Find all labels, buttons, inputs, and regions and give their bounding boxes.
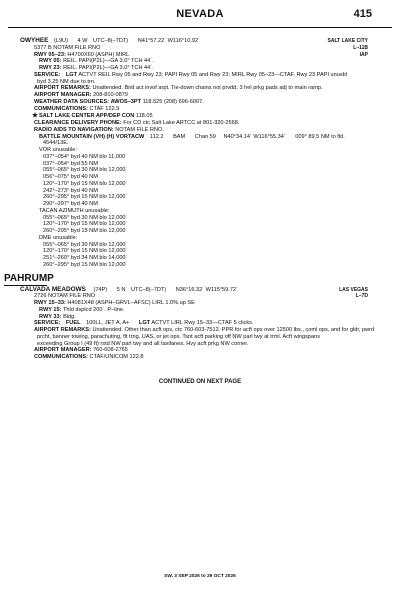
weather-system: AWOS–3PT	[110, 98, 142, 105]
approach-line	[0, 112, 400, 120]
restriction-item: 037°–054° byd 55 NM	[43, 160, 98, 167]
airport-distance: 4 W	[77, 38, 88, 44]
service-detail: ACTVT REIL Rwy 05 and Rwy 23; PAPI Rwy 05 and Rwy 23; MIRL Rwy 05–23—CTAF. Rwy 23 PAPI unusbl	[78, 71, 348, 78]
restriction-item: 055°–065° byd 30 NM blo 12,000´	[43, 241, 128, 248]
vortac-id: BAM	[173, 133, 186, 140]
remarks-line	[0, 327, 400, 334]
runway-33-detail: Bldg.	[63, 313, 76, 320]
restriction-item: 120°–170° byd 15 NM blo 12,000´	[43, 221, 128, 228]
restriction-item: 120°–170° byd 15 NM blo 12,000´	[43, 180, 128, 187]
clearance-label: CLEARANCE DELIVERY PHONE:	[34, 120, 122, 126]
runway-main-line	[0, 300, 400, 307]
lighting-detail: ACTVT LIRL Rwy 15–33—CTAF 5 clicks.	[151, 320, 254, 327]
vortac-channel: Chan 59	[194, 133, 216, 140]
elevation-notam-line	[0, 293, 400, 300]
airport-name: OWYHEE	[20, 37, 49, 44]
airport-name: CALVADA MEADOWS	[20, 285, 86, 293]
service-line	[0, 72, 400, 79]
airport-utc: UTC–8(–7DT)	[93, 38, 129, 44]
weather-line	[0, 99, 400, 106]
restriction-item: 037°–054° byd 40 NM blo 11,000´	[43, 153, 127, 160]
restriction-item: 242°–273° byd 40 NM	[43, 187, 98, 194]
clearance-line	[0, 120, 400, 127]
airport-coords: N41°57.22´ W116°10.92´	[137, 38, 200, 44]
radio-aids-line	[0, 127, 400, 134]
radio-aids-label: RADIO AIDS TO NAVIGATION:	[34, 126, 114, 133]
sectional-chart: LAS VEGAS	[339, 286, 368, 293]
approach-frequency: 118.05	[135, 113, 153, 120]
restriction-item: 260°–295° byd 15 NM blo 12,000´	[43, 261, 128, 268]
airport-distance: 5 N	[116, 286, 126, 293]
clearance-detail: For CD ctc Salt Lake ARTCC at 801-320-2568.	[123, 120, 240, 126]
remarks-label: AIRPORT REMARKS:	[34, 85, 91, 92]
elevation-notam-line	[0, 45, 400, 52]
airport-id: (74P)	[93, 286, 108, 293]
runway-23-line	[0, 65, 400, 72]
tacan-unusable-list	[0, 215, 400, 235]
remarks-line	[0, 85, 400, 92]
vortac-line	[0, 134, 400, 141]
runway-15-line	[0, 307, 400, 314]
runway-15-label: RWY 15:	[39, 306, 62, 313]
airport-entries	[0, 38, 400, 386]
runway-15-detail: Thld dsplcd 200´. P–line.	[62, 306, 125, 313]
tacan-unusable-label: TACAN AZIMUTH unusable:	[39, 207, 110, 214]
vor-unusable-list	[0, 154, 400, 208]
chart-code: L–11B	[353, 44, 368, 51]
manager-phone: 760-608-2765	[93, 347, 128, 354]
vortac-name: BATTLE MOUNTAIN (VH) (H) VORTACW	[39, 133, 145, 140]
radio-aids-detail: NOTAM FILE RNO.	[115, 126, 164, 133]
runway-33-label: RWY 33:	[39, 313, 62, 320]
vortac-bearing: 009° 89.5 NM to fld.	[295, 133, 345, 140]
iap-label: IAP	[359, 51, 368, 58]
communications-line	[0, 354, 400, 361]
runway-23-detail: REIL. PAPI(P2L)—GA 3.0° TCH 44´.	[63, 65, 154, 71]
runway-detail: H4700X60 (ASPH) MIRL	[67, 51, 130, 58]
page-number: 415	[353, 8, 372, 20]
vortac-elevation: 4544/13E.	[43, 140, 69, 147]
manager-label: AIRPORT MANAGER:	[34, 92, 92, 98]
restriction-item: 260°–295° byd 15 NM blo 12,000´	[43, 228, 128, 234]
runway-label: RWY 15–33:	[34, 300, 66, 306]
runway-detail: H4081X48 (ASPH–GRVL–AFSC) LIRL 1.0% up SE	[67, 300, 195, 306]
restriction-item: 056°–075° byd 40 NM	[43, 174, 98, 180]
approach-label: SALT LAKE CENTER APP/DEP CON	[39, 113, 135, 120]
remarks-detail: Unattended. Other than acft ops, ctc 760-603-7512. PPR for acft ops over 12500 lbs., coml ops, and for gldr, pwrd	[92, 327, 375, 333]
airport-id: (L9U)	[53, 38, 68, 44]
city-heading: PAHRUMP	[4, 272, 54, 284]
continued-notice: CONTINUED ON NEXT PAGE	[158, 378, 242, 385]
remarks-continued: prcht, banner towing, parachuting, flt trng, UAS, or jet ops. Tsnt acft parking off NW parl twy at trml. Acft wingspans	[37, 333, 321, 340]
vor-unusable-label: VOR unusable:	[39, 147, 77, 153]
airport-utc: UTC–8(–7DT)	[131, 286, 167, 293]
manager-line	[0, 92, 400, 99]
communications-label: COMMUNICATIONS:	[34, 354, 88, 360]
service-line	[0, 320, 400, 327]
lighting-label: LGT	[65, 71, 78, 78]
fuel-detail: 100LL, JET A, A+	[86, 320, 130, 327]
service-label: SERVICE:	[34, 320, 61, 327]
runway-23-label: RWY 23:	[39, 65, 62, 71]
service-line-continued: byd 3.25 NM due to trn.	[37, 78, 96, 85]
manager-line	[0, 347, 400, 354]
service-label: SERVICE:	[34, 71, 61, 78]
elevation-notam-text: 2726 NOTAM FILE RNO	[34, 293, 96, 300]
dme-unusable-label: DME unusable:	[39, 234, 78, 241]
chart-code: L–7D	[355, 293, 368, 300]
restriction-item: 055°–065° byd 30 NM blo 12,000´	[43, 167, 128, 174]
runway-label: RWY 05–23:	[34, 51, 66, 58]
communications-detail: CTAF 122.9	[89, 105, 120, 112]
dme-unusable-list	[0, 242, 400, 269]
remarks-label: AIRPORT REMARKS:	[34, 327, 91, 333]
elevation-notam-text: 5377 B NOTAM FILE RNO	[34, 44, 101, 51]
manager-phone: 208-810-0879	[93, 92, 128, 98]
remarks-detail: Unattended. Bird act invof arpt. Tie-down chains not prvdd. 3 hel prkg pads adj to main ramp.	[92, 85, 323, 92]
sectional-chart: SALT LAKE CITY	[327, 38, 368, 44]
communications-detail: CTAF/UNICOM 122.8	[89, 354, 144, 360]
airport-title-line	[0, 287, 400, 294]
restriction-item: 290°–297° byd 40 NM	[43, 201, 98, 207]
restriction-item: 120°–170° byd 15 NM blo 12,000´	[43, 248, 128, 255]
header-divider	[8, 27, 392, 28]
city-section-pahrump	[0, 273, 400, 361]
effective-dates-footer: SW, 3 SEP 2026 to 29 OCT 2026	[164, 574, 236, 579]
vortac-coords: N40°34.14´ W116°55.34´	[223, 133, 286, 140]
remarks-continued: exceeding Group I (49 ft) rstd NW parl twy and all taxilanes. Hvy acft prkg NW corner.	[37, 340, 249, 347]
star-icon	[32, 112, 38, 118]
runway-05-line	[0, 58, 400, 65]
communications-label: COMMUNICATIONS:	[34, 105, 88, 112]
communications-line	[0, 106, 400, 113]
runway-05-label: RWY 05:	[39, 58, 62, 65]
state-header: NEVADA	[176, 8, 224, 20]
lighting-label: LGT	[138, 320, 151, 327]
restriction-item: 251°–260° byd 34 NM blo 14,000´	[43, 255, 128, 261]
fuel-label: FUEL	[65, 320, 81, 327]
manager-label: AIRPORT MANAGER:	[34, 347, 92, 354]
restriction-item: 055°–065° byd 30 NM blo 12,000´	[43, 214, 128, 221]
airport-coords: N36°16.32´ W115°59.72´	[175, 286, 238, 293]
airport-title-line	[0, 38, 400, 45]
runway-33-line	[0, 314, 400, 321]
weather-label: WEATHER DATA SOURCES:	[34, 98, 109, 105]
restriction-item: 260°–295° byd 15 NM blo 12,000´	[43, 194, 128, 201]
vortac-frequency: 112.2	[149, 133, 164, 140]
runway-main-line	[0, 52, 400, 59]
weather-detail: 118.525 (208) 696-6007.	[142, 98, 204, 105]
runway-05-detail: REIL. PAPI(P2L)—GA 3.0° TCH 44´.	[63, 58, 154, 65]
airport-entry-owyhee	[0, 38, 400, 269]
